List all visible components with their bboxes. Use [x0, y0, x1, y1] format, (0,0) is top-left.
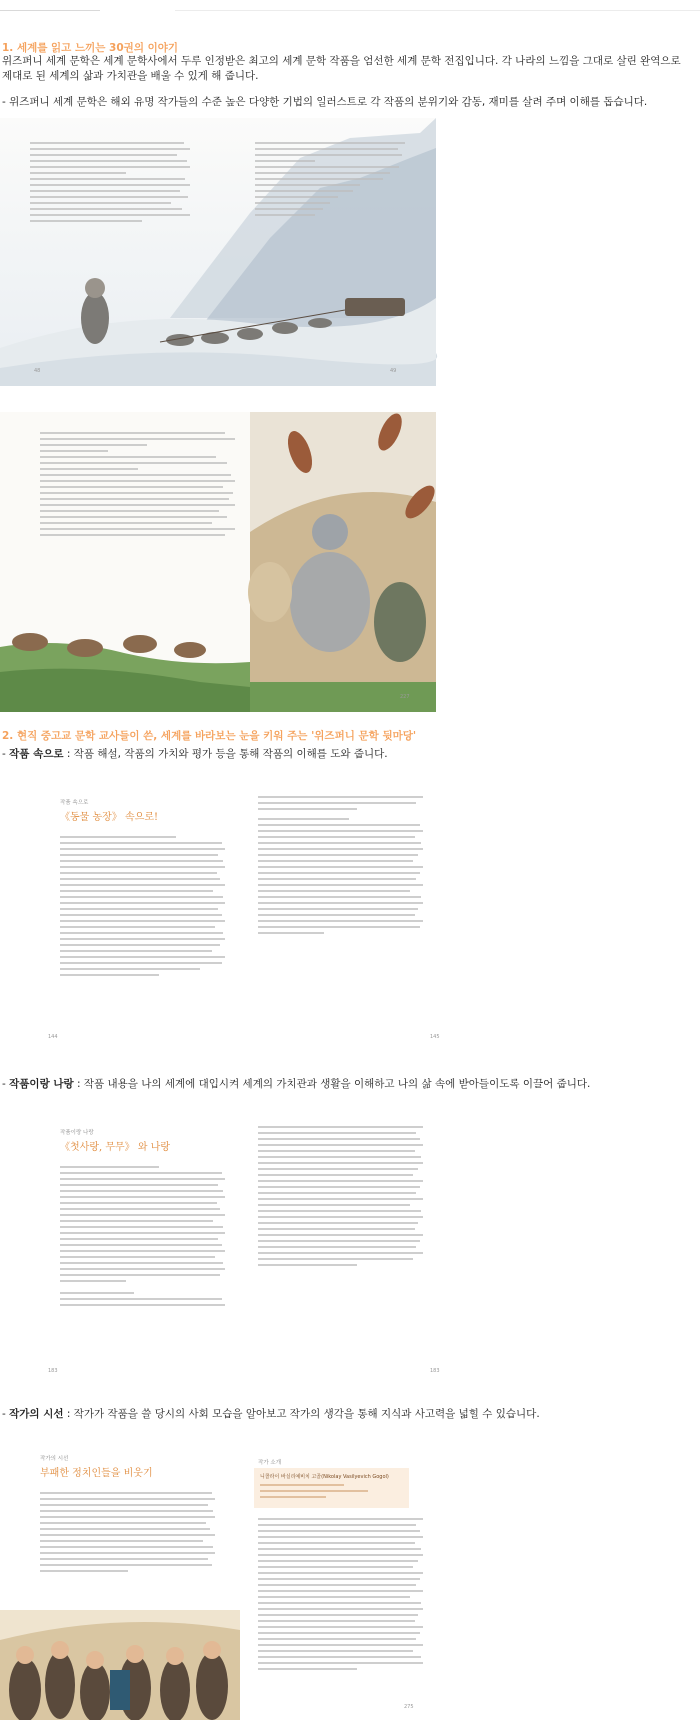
section-2-bullet-3: - 작가의 시선 : 작가가 작품을 쓸 당시의 사회 모습을 알아보고 작가의 생각을 통해 지식과 사고력을 넓힐 수 있습니다. [2, 1408, 540, 1420]
page-number: 275 [404, 1704, 414, 1710]
crowd-illustration [0, 1610, 240, 1720]
page-number: 48 [34, 368, 41, 374]
page-number: 183 [430, 1368, 440, 1374]
section-2-bullet-2: - 작품이랑 나랑 : 작품 내용을 나의 세계에 대입시켜 세계의 가치관과 생활을 이해하고 나의 삶 속에 받아들이도록 이끌어 줍니다. [2, 1078, 591, 1090]
section-2-title: 2. 현직 중고교 문학 교사들이 쓴, 세계를 바라보는 눈을 키워 주는 '위즈퍼니 문학 뒷마당' [2, 730, 417, 742]
author-info-box [254, 1468, 409, 1508]
bullet-label: 작가의 시선 [9, 1408, 64, 1420]
section-1-bullet: - 위즈퍼니 세계 문학은 해외 유명 작가들의 수준 높은 다양한 기법의 일러스트로 각 작품의 분위기와 감동, 재미를 살려 주며 이해를 돕습니다. [2, 96, 648, 108]
author-name: 니콜라이 바실리예비치 고골(Nikolay Vasilyevich Gogol) [260, 1474, 389, 1480]
top-divider-right [175, 10, 700, 11]
spread5-right-text [258, 1518, 423, 1674]
bullet-label: 작품 속으로 [9, 748, 64, 760]
spread-title: 부패한 정치인들을 비웃기 [40, 1468, 153, 1479]
section-2-bullet-1: - 작품 속으로 : 작품 해설, 작품의 가치와 평가 등을 통해 작품의 이해를 도와 줍니다. [2, 748, 388, 760]
page-number: 49 [390, 368, 397, 374]
spread-kicker: 작품이랑 나랑 [60, 1130, 94, 1136]
author-box-heading: 작가 소개 [258, 1460, 282, 1466]
page-number: 144 [48, 1034, 58, 1040]
spread5-left-text [40, 1492, 215, 1576]
spread1-left-text [30, 142, 190, 226]
page-number: 145 [430, 1034, 440, 1040]
top-divider [0, 10, 100, 11]
spread4-right-text [258, 1126, 423, 1270]
bullet-text: : 작품 해설, 작품의 가치와 평가 등을 통해 작품의 이해를 도와 줍니다. [63, 748, 388, 760]
section-1-paragraph: 위즈퍼니 세계 문학은 세계 문학사에서 두루 인정받은 최고의 세계 문학 작품을 엄선한 세계 문학 전집입니다. 각 나라의 느낌을 그대로 살린 완역으로 제대로 된 세계의 삶과 가치관을 배울 수 있게 해 줍니다. [2, 55, 681, 82]
spread3-right-text [258, 796, 423, 938]
spread-title: 《첫사랑, 무무》 와 나랑 [60, 1142, 170, 1153]
spread-kicker: 작가의 시선 [40, 1456, 69, 1462]
spread2-left-text [40, 432, 235, 540]
spread3-left-text [60, 836, 225, 980]
book-spread-snow-sled [0, 118, 436, 386]
book-spread-author-view [0, 1428, 436, 1720]
page-number: 183 [48, 1368, 58, 1374]
bullet-text: : 작품 내용을 나의 세계에 대입시켜 세계의 가치관과 생활을 이해하고 나의 삶 속에 받아들이도록 이끌어 줍니다. [73, 1078, 591, 1090]
bullet-text: : 작가가 작품을 쓸 당시의 사회 모습을 알아보고 작가의 생각을 통해 지식과 사고력을 넓힐 수 있습니다. [63, 1408, 540, 1420]
spread1-right-text [255, 142, 405, 220]
spread-kicker: 작품 속으로 [60, 800, 89, 806]
book-spread-work-and-me [0, 1098, 440, 1380]
bullet-label: 작품이랑 나랑 [9, 1078, 74, 1090]
book-spread-work-intro [0, 768, 440, 1046]
section-1-title: 1. 세계를 읽고 느끼는 30권의 이야기 [2, 42, 179, 54]
page-number: 227 [400, 694, 410, 700]
spread4-left-text [60, 1166, 225, 1310]
spread-title: 《동물 농장》 속으로! [60, 812, 158, 823]
book-spread-battle [0, 412, 436, 712]
